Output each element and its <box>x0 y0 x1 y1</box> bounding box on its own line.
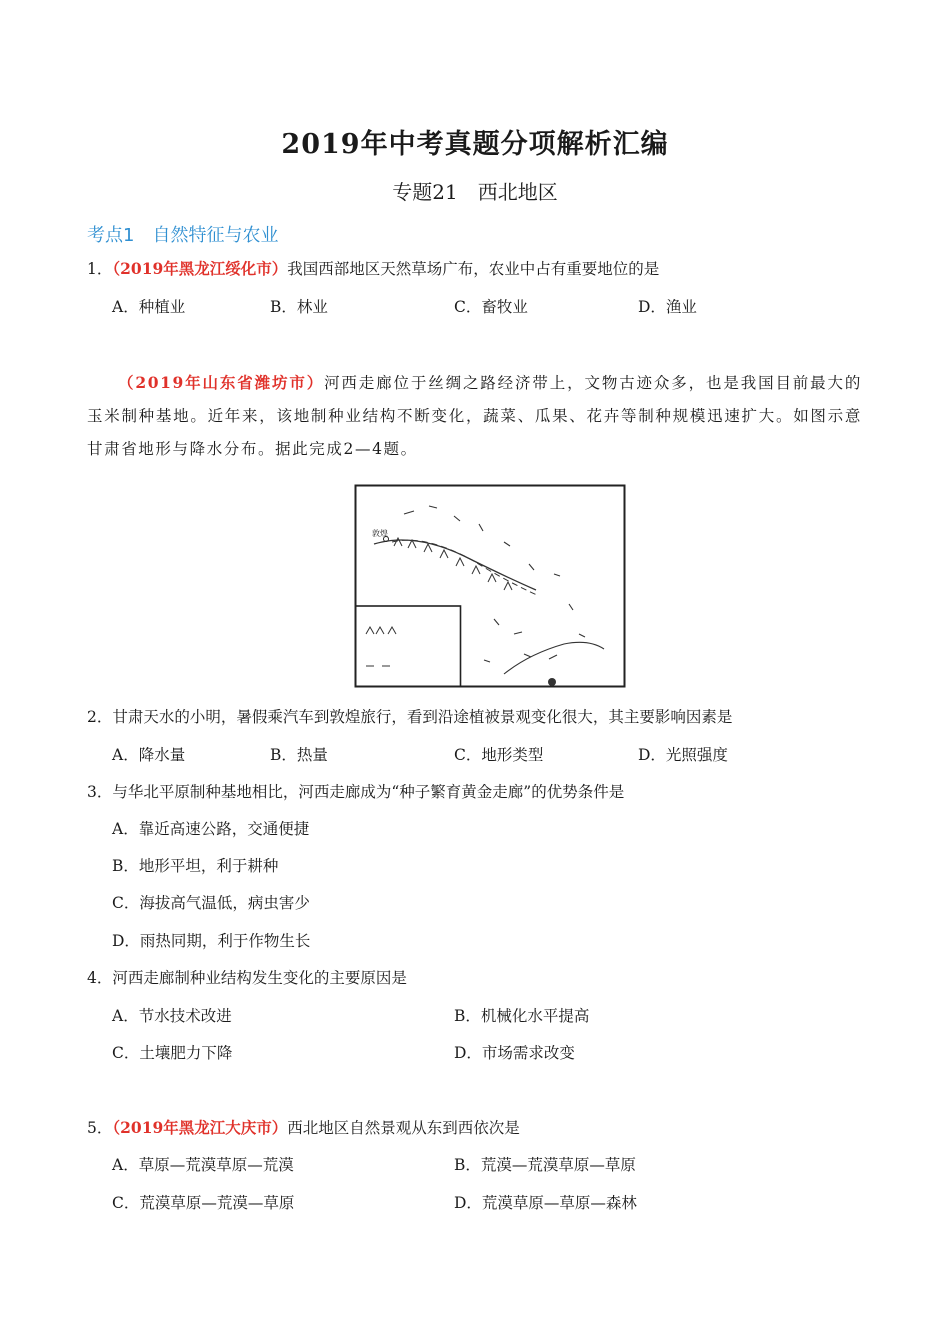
question-text: 河西走廊制种业结构发生变化的主要原因是 <box>112 969 407 987</box>
isohyet-line <box>392 540 539 596</box>
precipitation-dashes <box>404 506 585 662</box>
option-d: D．渔业 <box>638 298 697 316</box>
option-a: A．草原—荒漠草原—荒漠 <box>112 1156 294 1174</box>
option-b: B．林业 <box>270 298 328 316</box>
option-a: A．靠近高速公路，交通便捷 <box>112 820 310 838</box>
option-b: B．地形平坦，利于耕种 <box>112 857 279 875</box>
question-text: 甘肃天水的小明，暑假乘汽车到敦煌旅行，看到沿途植被景观变化很大，其主要影响因素是 <box>112 708 733 726</box>
reading-passage <box>87 366 862 466</box>
question-1 <box>87 258 659 280</box>
option-c: C．土壤肥力下降 <box>112 1044 233 1062</box>
question-source: （2019年黑龙江大庆市） <box>112 1118 288 1137</box>
option-b: B．荒漠—荒漠草原—草原 <box>454 1156 636 1174</box>
option-b: B．热量 <box>270 746 328 764</box>
legend-mountain-symbol <box>366 627 396 634</box>
question-number: 1． <box>87 260 113 278</box>
city-label: 敦煌 <box>372 529 388 538</box>
option-c: C．畜牧业 <box>454 298 528 316</box>
map-legend-box <box>356 606 461 687</box>
option-a: A．种植业 <box>112 298 186 316</box>
question-number: 4． <box>87 969 113 987</box>
question-number: 2． <box>87 708 113 726</box>
question-2 <box>87 706 732 728</box>
option-c: C．荒漠草原—荒漠—草原 <box>112 1194 295 1212</box>
mountain-symbols <box>394 538 512 590</box>
option-d: D．市场需求改变 <box>454 1044 575 1062</box>
option-d: D．雨热同期，利于作物生长 <box>112 932 311 950</box>
mountain-ridge-line <box>374 540 536 590</box>
passage-text: 河西走廊位于丝绸之路经济带上，文物古迹众多，也是我国目前最大的玉米制种基地。近年来，该地制种业结构不断变化，蔬菜、瓜果、花卉等制种规模迅速扩大。如图示意甘肃省地形与降水分布。据此完成2—4题。 <box>87 374 862 458</box>
option-d: D．光照强度 <box>638 746 728 764</box>
question-text: 西北地区自然景观从东到西依次是 <box>287 1119 520 1137</box>
question-source: （2019年黑龙江绥化市） <box>112 259 288 278</box>
document-title: 2019年中考真题分项解析汇编 <box>281 129 669 160</box>
question-5 <box>87 1117 520 1139</box>
question-text: 我国西部地区天然草场广布，农业中占有重要地位的是 <box>287 260 660 278</box>
question-text: 与华北平原制种基地相比，河西走廊成为“种子繁育黄金走廊”的优势条件是 <box>112 783 625 801</box>
map-marker <box>548 678 556 686</box>
map-frame <box>356 486 625 687</box>
river-line <box>504 642 604 674</box>
passage-source: （2019年山东省潍坊市） <box>118 373 325 392</box>
gansu-terrain-precipitation-map <box>354 484 626 688</box>
option-d: D．荒漠草原—草原—森林 <box>454 1194 637 1212</box>
question-3 <box>87 781 624 803</box>
topic-subtitle: 专题21 西北地区 <box>392 180 558 204</box>
option-c: C．海拔高气温低，病虫害少 <box>112 894 310 912</box>
option-a: A．节水技术改进 <box>112 1007 232 1025</box>
option-a: A．降水量 <box>112 746 186 764</box>
section-heading: 考点1 自然特征与农业 <box>87 225 279 246</box>
question-number: 5． <box>87 1119 113 1137</box>
option-c: C．地形类型 <box>454 746 544 764</box>
option-b: B．机械化水平提高 <box>454 1007 590 1025</box>
question-4 <box>87 967 407 989</box>
question-number: 3． <box>87 783 113 801</box>
